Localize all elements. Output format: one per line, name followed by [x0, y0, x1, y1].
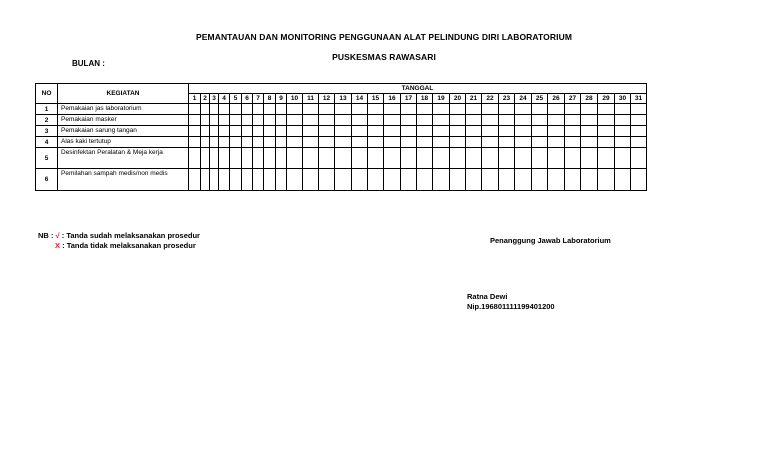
day-header: 19: [433, 94, 450, 104]
day-cell[interactable]: [532, 148, 548, 169]
day-cell[interactable]: [352, 137, 368, 148]
row-number: 4: [36, 137, 58, 148]
day-cell[interactable]: [482, 148, 499, 169]
day-cell[interactable]: [264, 115, 276, 126]
day-cell[interactable]: [210, 148, 219, 169]
table-row: [36, 126, 647, 137]
signature-nip: Nip.196801111199401200: [467, 302, 555, 311]
day-cell[interactable]: [450, 104, 466, 115]
day-cell[interactable]: [482, 169, 499, 191]
day-header: 15: [368, 94, 384, 104]
day-cell[interactable]: [482, 137, 499, 148]
day-header: 20: [450, 94, 466, 104]
day-cell[interactable]: [615, 115, 631, 126]
day-cell[interactable]: [532, 104, 548, 115]
table-row: [36, 169, 647, 191]
day-cell[interactable]: [201, 126, 210, 137]
day-header: 1: [189, 94, 201, 104]
day-header: 5: [230, 94, 242, 104]
day-cell[interactable]: [417, 148, 433, 169]
day-cell[interactable]: [276, 148, 287, 169]
day-cell[interactable]: [499, 115, 515, 126]
day-cell[interactable]: [189, 169, 201, 191]
day-cell[interactable]: [598, 104, 615, 115]
day-cell[interactable]: [189, 104, 201, 115]
day-cell[interactable]: [581, 126, 598, 137]
day-header: 21: [466, 94, 482, 104]
day-header: 2: [201, 94, 210, 104]
day-cell[interactable]: [335, 137, 352, 148]
day-cell[interactable]: [466, 137, 482, 148]
day-cell[interactable]: [303, 115, 319, 126]
day-cell[interactable]: [264, 104, 276, 115]
day-cell[interactable]: [598, 115, 615, 126]
day-cell[interactable]: [565, 148, 581, 169]
day-header: 18: [417, 94, 433, 104]
day-cell[interactable]: [466, 126, 482, 137]
day-cell[interactable]: [303, 169, 319, 191]
day-cell[interactable]: [210, 169, 219, 191]
day-cell[interactable]: [515, 104, 532, 115]
day-cell[interactable]: [287, 137, 303, 148]
day-cell[interactable]: [417, 104, 433, 115]
day-cell[interactable]: [276, 137, 287, 148]
day-header: 24: [515, 94, 532, 104]
day-cell[interactable]: [417, 115, 433, 126]
check-symbol: √: [55, 231, 60, 240]
day-cell[interactable]: [581, 148, 598, 169]
day-cell[interactable]: [565, 104, 581, 115]
day-header: 17: [401, 94, 417, 104]
day-cell[interactable]: [201, 104, 210, 115]
day-header: 27: [565, 94, 581, 104]
day-cell[interactable]: [565, 126, 581, 137]
day-cell[interactable]: [499, 169, 515, 191]
day-cell[interactable]: [335, 104, 352, 115]
day-cell[interactable]: [352, 148, 368, 169]
day-cell[interactable]: [581, 169, 598, 191]
day-cell[interactable]: [615, 169, 631, 191]
day-cell[interactable]: [287, 148, 303, 169]
day-cell[interactable]: [319, 126, 335, 137]
day-cell[interactable]: [242, 126, 253, 137]
day-cell[interactable]: [384, 126, 401, 137]
day-cell[interactable]: [499, 148, 515, 169]
header-no: NO: [36, 84, 58, 104]
day-cell[interactable]: [515, 126, 532, 137]
nb-label: NB :: [38, 231, 54, 240]
day-cell[interactable]: [631, 126, 647, 137]
day-cell[interactable]: [450, 115, 466, 126]
cross-legend-text: : Tanda tidak melaksanakan prosedur: [62, 241, 196, 250]
day-cell[interactable]: [482, 115, 499, 126]
day-cell[interactable]: [615, 126, 631, 137]
day-cell[interactable]: [368, 115, 384, 126]
day-header: 7: [253, 94, 264, 104]
day-cell[interactable]: [219, 115, 230, 126]
table-row: [36, 115, 647, 126]
day-cell[interactable]: [450, 126, 466, 137]
day-cell[interactable]: [352, 169, 368, 191]
day-cell[interactable]: [433, 137, 450, 148]
day-cell[interactable]: [189, 148, 201, 169]
day-cell[interactable]: [565, 137, 581, 148]
day-cell[interactable]: [450, 148, 466, 169]
day-cell[interactable]: [201, 169, 210, 191]
row-kegiatan: Pemakaian jas laboratorium: [58, 104, 189, 115]
day-cell[interactable]: [276, 169, 287, 191]
row-kegiatan: Pemakaian sarung tangan: [58, 126, 189, 137]
day-cell[interactable]: [631, 169, 647, 191]
day-cell[interactable]: [219, 169, 230, 191]
day-cell[interactable]: [417, 126, 433, 137]
day-header: 3: [210, 94, 219, 104]
day-cell[interactable]: [548, 115, 565, 126]
day-cell[interactable]: [319, 104, 335, 115]
day-cell[interactable]: [303, 148, 319, 169]
day-cell[interactable]: [219, 148, 230, 169]
day-cell[interactable]: [499, 104, 515, 115]
day-cell[interactable]: [548, 137, 565, 148]
day-cell[interactable]: [253, 148, 264, 169]
day-cell[interactable]: [433, 104, 450, 115]
day-cell[interactable]: [482, 126, 499, 137]
day-cell[interactable]: [335, 169, 352, 191]
day-cell[interactable]: [631, 115, 647, 126]
day-cell[interactable]: [210, 126, 219, 137]
day-cell[interactable]: [335, 126, 352, 137]
day-cell[interactable]: [189, 115, 201, 126]
day-cell[interactable]: [287, 115, 303, 126]
day-cell[interactable]: [466, 148, 482, 169]
day-cell[interactable]: [242, 104, 253, 115]
day-cell[interactable]: [548, 169, 565, 191]
row-number: 3: [36, 126, 58, 137]
day-cell[interactable]: [219, 137, 230, 148]
day-cell[interactable]: [264, 126, 276, 137]
signature-role: Penanggung Jawab Laboratorium: [490, 236, 611, 245]
day-cell[interactable]: [581, 137, 598, 148]
day-cell[interactable]: [264, 137, 276, 148]
day-cell[interactable]: [532, 137, 548, 148]
day-cell[interactable]: [253, 137, 264, 148]
day-cell[interactable]: [631, 148, 647, 169]
day-cell[interactable]: [368, 169, 384, 191]
day-cell[interactable]: [242, 115, 253, 126]
day-cell[interactable]: [368, 104, 384, 115]
day-cell[interactable]: [598, 126, 615, 137]
day-cell[interactable]: [230, 148, 242, 169]
day-cell[interactable]: [515, 148, 532, 169]
table-row: [36, 137, 647, 148]
row-number: 6: [36, 169, 58, 191]
day-cell[interactable]: [532, 126, 548, 137]
day-cell[interactable]: [319, 148, 335, 169]
day-cell[interactable]: [352, 104, 368, 115]
day-cell[interactable]: [433, 126, 450, 137]
day-header: 14: [352, 94, 368, 104]
day-cell[interactable]: [352, 115, 368, 126]
day-cell[interactable]: [319, 137, 335, 148]
day-cell[interactable]: [401, 126, 417, 137]
day-header: 31: [631, 94, 647, 104]
day-cell[interactable]: [515, 115, 532, 126]
day-cell[interactable]: [219, 126, 230, 137]
day-cell[interactable]: [401, 104, 417, 115]
day-cell[interactable]: [384, 169, 401, 191]
day-cell[interactable]: [210, 104, 219, 115]
day-cell[interactable]: [417, 137, 433, 148]
day-cell[interactable]: [253, 115, 264, 126]
day-cell[interactable]: [276, 126, 287, 137]
day-cell[interactable]: [242, 137, 253, 148]
day-cell[interactable]: [287, 126, 303, 137]
day-cell[interactable]: [319, 115, 335, 126]
day-cell[interactable]: [384, 137, 401, 148]
day-cell[interactable]: [242, 148, 253, 169]
day-header: 29: [598, 94, 615, 104]
day-cell[interactable]: [219, 104, 230, 115]
row-kegiatan: Pemilahan sampah medis/non medis: [58, 169, 189, 191]
day-cell[interactable]: [230, 104, 242, 115]
day-cell[interactable]: [253, 169, 264, 191]
day-cell[interactable]: [368, 137, 384, 148]
day-cell[interactable]: [201, 137, 210, 148]
day-cell[interactable]: [201, 115, 210, 126]
row-number: 5: [36, 148, 58, 169]
day-header: 6: [242, 94, 253, 104]
row-number: 2: [36, 115, 58, 126]
day-cell[interactable]: [581, 115, 598, 126]
day-header: 22: [482, 94, 499, 104]
row-kegiatan: Desinfektan Peralatan & Meja kerja: [58, 148, 189, 169]
day-header: 12: [319, 94, 335, 104]
day-cell[interactable]: [433, 115, 450, 126]
day-cell[interactable]: [417, 169, 433, 191]
day-cell[interactable]: [384, 104, 401, 115]
table-row: [36, 148, 647, 169]
day-cell[interactable]: [201, 148, 210, 169]
day-cell[interactable]: [264, 148, 276, 169]
day-header: 9: [276, 94, 287, 104]
day-cell[interactable]: [230, 137, 242, 148]
cross-symbol: X: [55, 241, 61, 250]
day-cell[interactable]: [401, 169, 417, 191]
day-cell[interactable]: [581, 104, 598, 115]
monitoring-table: [35, 83, 647, 191]
day-cell[interactable]: [565, 169, 581, 191]
day-cell[interactable]: [548, 126, 565, 137]
day-cell[interactable]: [565, 115, 581, 126]
day-cell[interactable]: [230, 115, 242, 126]
document-subtitle: PUSKESMAS RAWASARI: [332, 52, 436, 62]
day-cell[interactable]: [482, 104, 499, 115]
day-cell[interactable]: [303, 104, 319, 115]
day-cell[interactable]: [532, 115, 548, 126]
day-header: 11: [303, 94, 319, 104]
day-cell[interactable]: [548, 104, 565, 115]
day-cell[interactable]: [466, 169, 482, 191]
day-header: 16: [384, 94, 401, 104]
day-header: 23: [499, 94, 515, 104]
day-cell[interactable]: [210, 137, 219, 148]
day-header: 26: [548, 94, 565, 104]
day-cell[interactable]: [276, 104, 287, 115]
day-cell[interactable]: [384, 148, 401, 169]
day-cell[interactable]: [276, 115, 287, 126]
day-cell[interactable]: [287, 169, 303, 191]
day-cell[interactable]: [433, 169, 450, 191]
day-cell[interactable]: [303, 126, 319, 137]
day-cell[interactable]: [401, 137, 417, 148]
day-cell[interactable]: [466, 115, 482, 126]
day-cell[interactable]: [352, 126, 368, 137]
table-row: [36, 104, 647, 115]
row-kegiatan: Alas kaki tertutup: [58, 137, 189, 148]
day-cell[interactable]: [401, 115, 417, 126]
day-cell[interactable]: [230, 126, 242, 137]
day-cell[interactable]: [242, 169, 253, 191]
day-cell[interactable]: [548, 148, 565, 169]
day-header: 30: [615, 94, 631, 104]
day-cell[interactable]: [189, 126, 201, 137]
day-cell[interactable]: [631, 137, 647, 148]
day-cell[interactable]: [598, 137, 615, 148]
day-cell[interactable]: [499, 126, 515, 137]
legend-notes: [38, 231, 200, 251]
day-cell[interactable]: [631, 104, 647, 115]
day-cell[interactable]: [450, 137, 466, 148]
day-cell[interactable]: [368, 126, 384, 137]
day-cell[interactable]: [515, 169, 532, 191]
day-cell[interactable]: [450, 169, 466, 191]
day-cell[interactable]: [335, 148, 352, 169]
day-cell[interactable]: [303, 137, 319, 148]
check-legend-text: : Tanda sudah melaksanakan prosedur: [61, 231, 200, 240]
day-cell[interactable]: [615, 104, 631, 115]
day-header: 8: [264, 94, 276, 104]
header-kegiatan: KEGIATAN: [58, 84, 189, 104]
signature-name: Ratna Dewi: [467, 292, 508, 301]
day-cell[interactable]: [230, 169, 242, 191]
day-cell[interactable]: [615, 137, 631, 148]
day-cell[interactable]: [466, 104, 482, 115]
day-cell[interactable]: [532, 169, 548, 191]
row-number: 1: [36, 104, 58, 115]
day-cell[interactable]: [287, 104, 303, 115]
day-cell[interactable]: [499, 137, 515, 148]
day-cell[interactable]: [598, 148, 615, 169]
day-cell[interactable]: [210, 115, 219, 126]
day-cell[interactable]: [253, 104, 264, 115]
day-header: 13: [335, 94, 352, 104]
bulan-label: BULAN :: [72, 59, 105, 68]
day-cell[interactable]: [189, 137, 201, 148]
day-cell[interactable]: [264, 169, 276, 191]
day-header: 4: [219, 94, 230, 104]
day-cell[interactable]: [384, 115, 401, 126]
day-cell[interactable]: [368, 148, 384, 169]
day-cell[interactable]: [401, 148, 417, 169]
day-header: 28: [581, 94, 598, 104]
day-cell[interactable]: [433, 148, 450, 169]
day-cell[interactable]: [335, 115, 352, 126]
day-cell[interactable]: [319, 169, 335, 191]
day-cell[interactable]: [598, 169, 615, 191]
day-cell[interactable]: [253, 126, 264, 137]
day-cell[interactable]: [515, 137, 532, 148]
row-kegiatan: Pemakaian masker: [58, 115, 189, 126]
header-tanggal: TANGGAL: [189, 84, 647, 94]
day-cell[interactable]: [615, 148, 631, 169]
document-title: PEMANTAUAN DAN MONITORING PENGGUNAAN ALAT PELINDUNG DIRI LABORATORIUM: [195, 32, 572, 42]
day-header: 10: [287, 94, 303, 104]
day-header: 25: [532, 94, 548, 104]
